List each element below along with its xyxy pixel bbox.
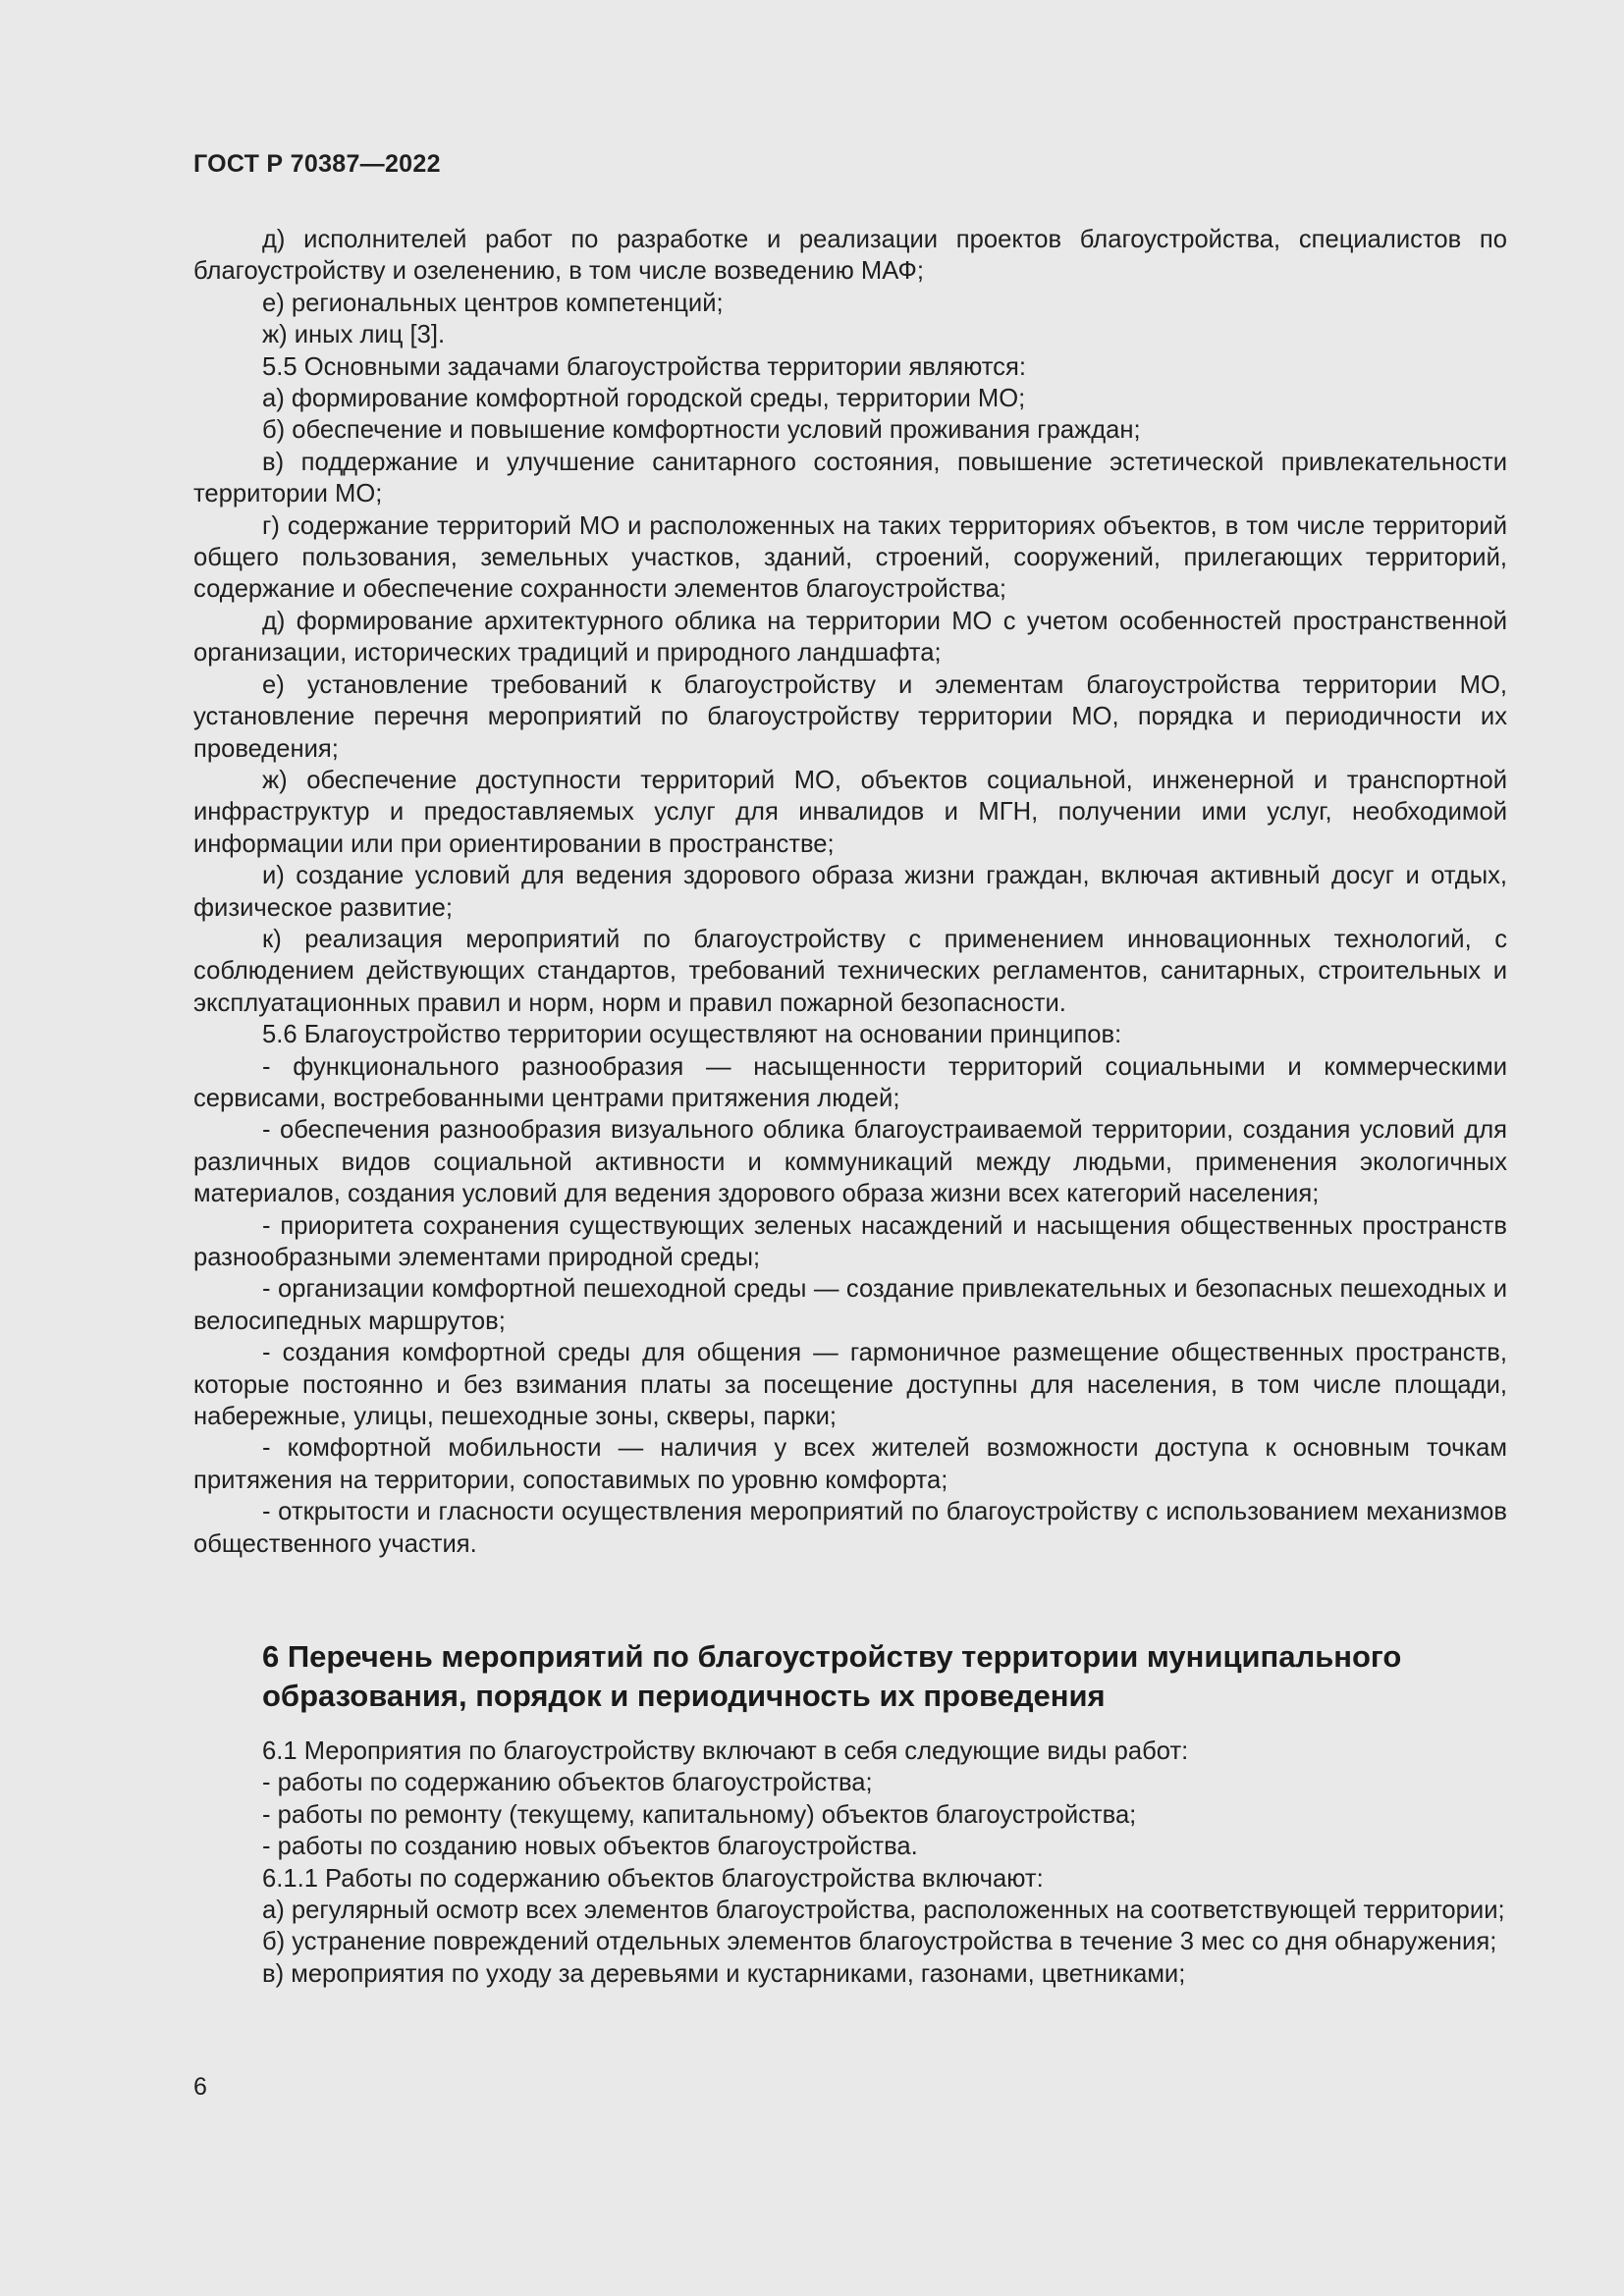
paragraph: - приоритета сохранения существующих зеленых насаждений и насыщения общественных пространств разнообразными элементами природной среды;	[193, 1211, 1507, 1271]
paragraph: а) формирование комфортной городской среды, территории МО;	[262, 385, 1026, 413]
paragraph: б) устранение повреждений отдельных элементов благоустройства в течение 3 мес со дня обнаружения;	[262, 1928, 1497, 1956]
paragraph: 5.6 Благоустройство территории осуществляют на основании принципов:	[262, 1021, 1122, 1049]
paragraph: е) установление требований к благоустройству и элементам благоустройства территории МО, установление перечня мероприятий по благоустройству территории МО, порядка и периодичности их проведения;	[193, 670, 1507, 763]
paragraph: - работы по созданию новых объектов благоустройства.	[262, 1833, 918, 1861]
paragraph: - открытости и гласности осуществления мероприятий по благоустройству с использованием механизмов общественного участия.	[193, 1498, 1507, 1558]
paragraph: - функционального разнообразия — насыщенности территорий социальными и коммерческими сервисами, востребованными центрами притяжения людей;	[193, 1052, 1507, 1112]
page-number: 6	[193, 2073, 207, 2101]
paragraph: 5.5 Основными задачами благоустройства территории являются:	[262, 352, 1026, 381]
paragraph: в) поддержание и улучшение санитарного состояния, повышение эстетической привлекательности территории МО;	[193, 448, 1507, 508]
section-5-body	[193, 224, 1507, 1560]
paragraph: 6.1.1 Работы по содержанию объектов благоустройства включают:	[262, 1864, 1044, 1893]
paragraph: б) обеспечение и повышение комфортности условий проживания граждан;	[262, 416, 1141, 445]
paragraph: в) мероприятия по уходу за деревьями и кустарниками, газонами, цветниками;	[262, 1959, 1186, 1988]
section-6-heading-line: образования, порядок и периодичность их проведения	[262, 1679, 1106, 1713]
paragraph: ж) обеспечение доступности территорий МО, объектов социальной, инженерной и транспортной инфраструктур и предоставляемых услуг для инвалидов и МГН, получении ими услуг, необходимой информации или при ориентировании в пространстве;	[193, 766, 1507, 858]
paragraph: - работы по содержанию объектов благоустройства;	[262, 1769, 873, 1797]
paragraph: - работы по ремонту (текущему, капитальному) объектов благоустройства;	[262, 1800, 1137, 1829]
paragraph: е) региональных центров компетенций;	[262, 289, 724, 317]
paragraph: 6.1 Мероприятия по благоустройству включают в себя следующие виды работ:	[262, 1737, 1189, 1765]
paragraph: а) регулярный осмотр всех элементов благоустройства, расположенных на соответствующей территории;	[262, 1896, 1505, 1925]
paragraph: и) создание условий для ведения здорового образа жизни граждан, включая активный досуг и отдых, физическое развитие;	[193, 862, 1507, 922]
paragraph: - комфортной мобильности — наличия у всех жителей возможности доступа к основным точкам притяжения на территории, сопоставимых по уровню комфорта;	[193, 1434, 1507, 1494]
document-id-header: ГОСТ Р 70387—2022	[193, 150, 441, 178]
paragraph: д) формирование архитектурного облика на территории МО с учетом особенностей пространственной организации, исторических традиций и природного ландшафта;	[193, 607, 1507, 667]
paragraph: ж) иных лиц [3].	[262, 321, 446, 349]
paragraph: - создания комфортной среды для общения — гармоничное размещение общественных пространств, которые постоянно и без взимания платы за посещение доступны для населения, в том числе площади, набережные, улицы, пешеходные зоны, скверы, парки;	[193, 1339, 1507, 1431]
paragraph: г) содержание территорий МО и расположенных на таких территориях объектов, в том числе территорий общего пользования, земельных участков, зданий, строений, сооружений, прилегающих территорий, содержание и обеспечение сохранности элементов благоустройства;	[193, 511, 1507, 604]
section-6-heading	[262, 1637, 1507, 1716]
paragraph: - обеспечения разнообразия визуального облика благоустраиваемой территории, создания условий для различных видов социальной активности и коммуникаций между людьми, применения экологичных материалов, создания условий для ведения здорового образа жизни всех категорий населения;	[193, 1116, 1507, 1208]
section-6-body	[193, 1735, 1507, 1990]
paragraph: к) реализация мероприятий по благоустройству с применением инновационных технологий, с соблюдением действующих стандартов, требований технических регламентов, санитарных, строительных и эксплуатационных правил и норм, норм и правил пожарной безопасности.	[193, 925, 1507, 1017]
paragraph: д) исполнителей работ по разработке и реализации проектов благоустройства, специалистов по благоустройству и озеленению, в том числе возведению МАФ;	[193, 226, 1507, 286]
paragraph: - организации комфортной пешеходной среды — создание привлекательных и безопасных пешеходных и велосипедных маршрутов;	[193, 1275, 1507, 1335]
section-6-heading-line: 6 Перечень мероприятий по благоустройству территории муниципального	[262, 1639, 1402, 1674]
